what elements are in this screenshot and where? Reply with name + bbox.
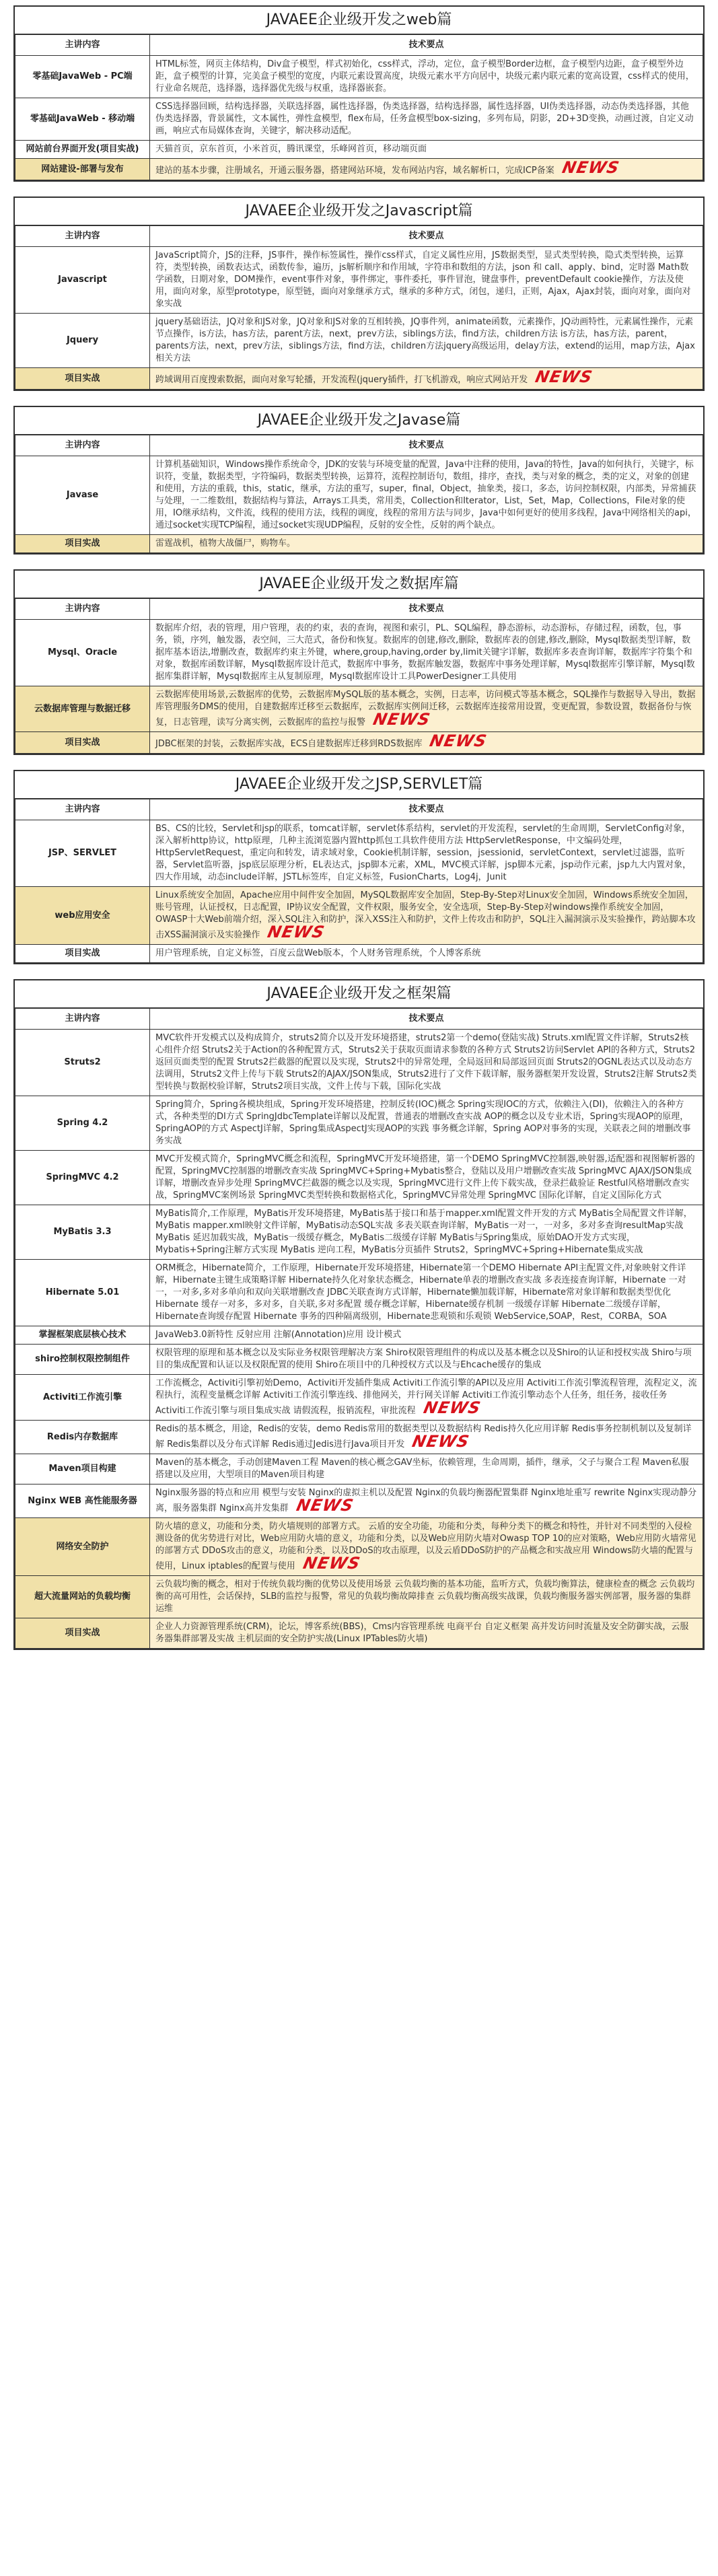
topic-cell: 掌握框架底层核心技术	[15, 1326, 150, 1345]
content-text: HTML标签，网页主体结构，Div盒子模型，样式初始化，css样式，浮动，定位，盒子模型Border边框，盒子模型内边距，盒子模型外边距，盒子模型的计算，完美盒子模型的宽度，内联元素设置高度，块级元素水平方向居中，块级元素内联元素的宽高设置，css样式的使用，行业命名规范，选择器，选择器优先级与权重，选择器嵌套。	[155, 59, 694, 94]
table-row	[15, 1454, 703, 1484]
content-cell	[150, 732, 703, 754]
header-cell: 技术要点	[150, 35, 703, 56]
table-row	[15, 368, 703, 390]
topic-cell: Activiti工作流引擎	[15, 1375, 150, 1421]
content-text: 权限管理的原理和基本概念以及实际业务权限管理解决方案 Shiro权限管理组件的构成以及基本概念以及Shiro的认证和授权实战 Shiro与项目的集成配置和认证以及权限配置的使用 Shiro在项目中的几种授权方式以及与Ehcache缓存的集成	[155, 1348, 692, 1370]
table-header-row	[15, 35, 703, 56]
content-cell	[150, 1618, 703, 1649]
header-cell: 主讲内容	[15, 226, 150, 247]
news-badge: NEWS	[560, 158, 621, 177]
topic-cell: web应用安全	[15, 887, 150, 945]
content-text: 跨域调用百度搜索数据，面向对象写轮播，开发流程(jquery插件，打飞机游戏，响应式网站开发	[155, 375, 528, 385]
news-badge: NEWS	[294, 1496, 355, 1515]
table-row	[15, 620, 703, 686]
topic-cell: SpringMVC 4.2	[15, 1151, 150, 1205]
content-text: Nginx服务器的特点和应用 模型与安装 Nginx的虚拟主机以及配置 Nginx的负载均衡器配置集群 Nginx地址重写 rewrite Nginx实现动静分离，服务器集群 Nginx高并发集群	[155, 1488, 697, 1513]
table-row	[15, 945, 703, 963]
header-cell: 主讲内容	[15, 35, 150, 56]
topic-cell: 零基础JavaWeb - 移动端	[15, 98, 150, 141]
table-row	[15, 1618, 703, 1649]
content-text: JDBC框架的封装，云数据库实战，ECS自建数据库迁移到RDS数据库	[155, 739, 423, 749]
content-cell	[150, 1375, 703, 1421]
content-text: 雷霆战机，植物大战僵尸，购物车。	[155, 538, 296, 548]
table-row	[15, 1484, 703, 1518]
table-header-row	[15, 226, 703, 247]
section-title: JAVAEE企业级开发之Javase篇	[15, 407, 703, 435]
news-badge: NEWS	[410, 1432, 472, 1451]
content-cell	[150, 620, 703, 686]
content-cell	[150, 887, 703, 945]
content-text: MVC开发模式简介，SpringMVC概念和流程，SpringMVC开发环境搭建，第一个DEMO SpringMVC控制器,映射器,适配器和视图解析器的配置，SpringMVC控制器的增删改查实战 SpringMVC+Spring+Mybatis整合，登陆以及用户增删改查实战 SpringMVC AJAX/JSON集成详解，增删改查异步处理 SpringMVC拦截器的概念以及实现，SpringMVC进行文件上传下载实战，登录拦截验证 Restful风格增删改查实战，SpringMVC案例场景 SpringMVC类型转换和数据格式化，SpringMVC异常处理 SpringMVC 国际化详解，自定义国际化方式	[155, 1154, 695, 1201]
content-text: Linux系统安全加固，Apache应用中间件安全加固，MySQL数据库安全加固，Step-By-Step对Linux安全加固，Windows系统安全加固，账号管理，认证授权，日志配置，IP协议安全配置，文件权限，服务安全，安全选项，Step-By-Step对windows操作系统安全加固，OWASP十大Web前端介绍，深入SQL注入和防护，深入XSS注入和防护，文件上传攻击和防护，SQL注入漏洞演示及实验操作，跨站脚本攻击XSS漏洞演示及实验操作	[155, 890, 696, 940]
content-cell	[150, 159, 703, 180]
news-badge: NEWS	[421, 1398, 482, 1417]
content-text: 数据库介绍，表的管理，用户管理，表的约束，表的查询，视图和索引，PL、SQL编程，静态游标，动态游标，存储过程，函数，包，事务，锁，序列，触发器，表空间，三大范式，备份和恢复。数据库的创建,修改,删除，数据库表的创建,修改,删除，Mysql数据类型详解，数据库基本语法,增删改查，数据库约束主外键，where,group,having,order by,limit关键字详解，数据库多表查询详解，数据库字符集个和对象，数据库函数详解，Mysql数据库设计范式，数据库中事务，数据库触发器，数据库中事务处理详解，Mysql数据库引擎详解，Mysql数据库集群详解，Mysql数据库主从复制原理，Mysql数据库设计工具PowerDesigner工具使用	[155, 623, 695, 682]
topic-cell: MyBatis 3.3	[15, 1205, 150, 1260]
table-row	[15, 732, 703, 754]
curriculum-table	[15, 598, 703, 754]
content-text: 工作流概念，Activiti引擎初始Demo，Activiti开发插件集成 Activiti工作流引擎的API以及应用 Activiti工作流引擎流程管理，流程定义，流程执行，流程变量概念详解 Activiti工作流引擎连线、排他网关，并行网关详解 Activiti工作流引擎动态个人任务，组任务，接收任务 Activiti工作流引擎与项目集成实战 请假流程，报销流程，审批流程	[155, 1378, 697, 1416]
header-cell: 主讲内容	[15, 799, 150, 820]
header-cell: 主讲内容	[15, 1009, 150, 1030]
news-badge: NEWS	[534, 367, 595, 386]
content-cell	[150, 1030, 703, 1096]
content-cell	[150, 1096, 703, 1151]
content-cell	[150, 1518, 703, 1576]
header-cell: 主讲内容	[15, 599, 150, 620]
table-row	[15, 456, 703, 535]
course-section	[13, 406, 705, 554]
topic-cell: Spring 4.2	[15, 1096, 150, 1151]
content-cell	[150, 1454, 703, 1484]
table-row	[15, 1260, 703, 1326]
content-text: BS、CS的比较，Servlet和jsp的联系，tomcat详解，servlet体系结构，servlet的开发流程，servlet的生命周期，ServletConfig对象，深入解析http协议，http原理，几种主流浏览器内置http抓包工具软件使用方法 HttpServletResponse，中文编码处理，HttpServletRequest，重定向和转发，请求域对象，Cookie机制详解，session，jsessionid，servletContext，servlet过滤器，监听器，Servlet监听器，jsp底层原理分析，EL表达式，jsp脚本元素，XML，MVC模式详解，jsp脚本元素，jsp动作元素，jsp九大内置对象，四大作用域，动态include详解，JSTL标签库，自定义标签，FusionCharts，Log4j，Junit	[155, 824, 692, 882]
header-cell: 技术要点	[150, 226, 703, 247]
content-cell	[150, 1484, 703, 1518]
content-cell	[150, 945, 703, 963]
course-section	[13, 196, 705, 391]
topic-cell: 项目实战	[15, 368, 150, 390]
content-cell	[150, 368, 703, 390]
table-row	[15, 887, 703, 945]
content-cell	[150, 1421, 703, 1454]
content-text: 计算机基础知识，Windows操作系统命令，JDK的安装与环境变量的配置，Java中注释的使用，Java的特性，Java的如何执行，关键字，标识符，变量，数据类型，字符编码，数据类型转换，运算符，流程控制语句，数组，排序，查找，类与对象的概念，类的定义，对象的创建和使用，方法的重载，this，static，继承，方法的重写，super，final，Object，抽象类，接口，多态，访问控制权限，内部类，异常捕获与处理，一二维数组，数据结构与算法，Arrays工具类，常用类，Collection和Iterator，List，Set，Map，Collections，File对象的使用，IO继承结构，文件流，线程的使用方法，线程的调度，线程的常用方法与同步，Java中如何更好的使用多线程，Java中网络相关的api，通过socket实现TCP编程，通过socket实现UDP编程，反射的安全性，反射的两个缺点。	[155, 460, 696, 530]
table-row	[15, 141, 703, 159]
content-text: 建站的基本步骤，注册域名，开通云服务器，搭建网站环境，发布网站内容，域名解析口，完成ICP备案	[155, 166, 554, 176]
table-row	[15, 1375, 703, 1421]
table-row	[15, 535, 703, 553]
content-cell	[150, 686, 703, 732]
table-row	[15, 98, 703, 141]
topic-cell: Nginx WEB 高性能服务器	[15, 1484, 150, 1518]
table-row	[15, 56, 703, 98]
table-row	[15, 1151, 703, 1205]
table-row	[15, 686, 703, 732]
table-row	[15, 1576, 703, 1618]
content-cell	[150, 1576, 703, 1618]
content-text: Maven的基本概念，手动创建Maven工程 Maven的核心概念GAV坐标，依赖管理，生命周期，插件，继承，父子与聚合工程 Maven私服搭建以及应用，大型项目的Maven项目构建	[155, 1458, 689, 1480]
header-cell: 技术要点	[150, 599, 703, 620]
content-text: 天猫首页，京东首页，小米首页，腾讯课堂，乐峰网首页，移动端页面	[155, 144, 427, 154]
table-header-row	[15, 599, 703, 620]
table-header-row	[15, 435, 703, 456]
section-title: JAVAEE企业级开发之Javascript篇	[15, 198, 703, 225]
content-cell	[150, 535, 703, 553]
table-row	[15, 1030, 703, 1096]
topic-cell: Jquery	[15, 314, 150, 368]
content-cell	[150, 1151, 703, 1205]
content-cell	[150, 141, 703, 159]
topic-cell: Javase	[15, 456, 150, 535]
course-section	[13, 569, 705, 755]
content-cell	[150, 1260, 703, 1326]
table-row	[15, 314, 703, 368]
topic-cell: 零基础JavaWeb - PC端	[15, 56, 150, 98]
content-text: JavaWeb3.0新特性 反射应用 注解(Annotation)应用 设计模式	[155, 1330, 402, 1340]
table-row	[15, 159, 703, 180]
table-row	[15, 1205, 703, 1260]
content-text: CSS选择器回顾，结构选择器，关联选择器，属性选择器，伪类选择器，结构选择器，属性选择器，UI伪类选择器，动态伪类选择器，其他伪类选择器，背景属性，文本属性，弹性盒模型，flex布局，任务盒模型box-sizing，多列布局，阴影，2D+3D变换，动画过渡，自定义动画，响应式布局媒体查询，关键字，解决移动适配。	[155, 102, 694, 136]
curriculum-table	[15, 435, 703, 553]
content-cell	[150, 1345, 703, 1375]
curriculum-table	[15, 1008, 703, 1649]
course-section	[13, 5, 705, 182]
news-badge: NEWS	[266, 923, 327, 941]
topic-cell: Mysql、Oracle	[15, 620, 150, 686]
content-text: 防火墙的意义，功能和分类，防火墙规则的部署方式。 云盾的安全功能，功能和分类，每种分类下的概念和特性，并针对不同类型的入侵检测设备的优劣势进行对比，Web应用防火墙的意义，功能和分类，以及Web应用防火墙对Owasp TOP 10的应对策略，Web应用防火墙常见的部署方式 DDoS攻击的意义，功能和分类，以及DDoS的攻击原理，以及云盾DDoS防护的产品概念和实战应用 Windows防火墙的配置与使用，Linux iptables的配置与使用	[155, 1522, 696, 1571]
content-text: Spring简介，Spring各模块组成，Spring开发环境搭建，控制反转(IOC)概念 Spring实现IOC的方式，依赖注入(DI)，依赖注入的各种方式，各种类型的DI方式 SpringJdbcTemplate详解以及配置，普通表的增删改查实战 AOP的概念以及专业术语，Spring实现AOP的原理，SpringAOP的方式 AspectJ详解，Spring集成AspectJ实现AOP的实践 事务概念详解，Spring AOP对事务的实现，关联表之间的增删改事务实战	[155, 1100, 691, 1146]
topic-cell: Javascript	[15, 247, 150, 314]
table-row	[15, 247, 703, 314]
content-cell	[150, 1205, 703, 1260]
header-cell: 技术要点	[150, 435, 703, 456]
topic-cell: 项目实战	[15, 732, 150, 754]
topic-cell: 网络安全防护	[15, 1518, 150, 1576]
curriculum-table	[15, 225, 703, 390]
curriculum-table	[15, 799, 703, 963]
header-cell: 技术要点	[150, 799, 703, 820]
content-cell	[150, 98, 703, 141]
course-section	[13, 770, 705, 964]
content-text: JavaScript简介，JS的注释，JS事件，操作标签属性，操作css样式，自定义属性应用，JS数据类型，显式类型转换，隐式类型转换，运算符，类型转换，函数表达式，函数传参，遍历，js解析顺序和作用域，字符串和数组的方法，json 和 call、apply、bind，定时器 Math数学函数，日期对象，DOM操作，event事件对象，事件绑定，事件委托，事件冒泡，键盘事件，preventDefault cookie操作，方法及使用，面向对象，原型prototype，原型链，面向对象继承方式，继承的多种方式，闭包，递归，正则，Ajax，Ajax封装，面向对象，面向对象实战	[155, 250, 691, 309]
topic-cell: 网站前台界面开发(项目实战)	[15, 141, 150, 159]
content-cell	[150, 820, 703, 887]
topic-cell: Maven项目构建	[15, 1454, 150, 1484]
content-cell	[150, 314, 703, 368]
table-row	[15, 1096, 703, 1151]
topic-cell: 项目实战	[15, 1618, 150, 1649]
section-title: JAVAEE企业级开发之web篇	[15, 7, 703, 34]
topic-cell: Hibernate 5.01	[15, 1260, 150, 1326]
section-title: JAVAEE企业级开发之JSP,SERVLET篇	[15, 771, 703, 799]
topic-cell: 网站建设-部署与发布	[15, 159, 150, 180]
topic-cell: shiro控制权限控制组件	[15, 1345, 150, 1375]
section-title: JAVAEE企业级开发之框架篇	[15, 980, 703, 1008]
header-cell: 主讲内容	[15, 435, 150, 456]
content-text: 云负载均衡的概念，相对于传统负载均衡的优势以及使用场景 云负载均衡的基本功能，监听方式，负载均衡算法，健康检查的概念 云负载均衡的高可用性，会话保持，SLB的监控与报警，常见的负载均衡故障排查 云负载均衡高级实战课，负载均衡服务器实例部署，服务器的集群运维	[155, 1579, 695, 1614]
table-row	[15, 1326, 703, 1345]
topic-cell: Redis内存数据库	[15, 1421, 150, 1454]
topic-cell: JSP、SERVLET	[15, 820, 150, 887]
content-text: MyBatis简介,工作原理，MyBatis开发环境搭建，MyBatis基于接口和基于mapper.xml配置文件开发的方式 MyBatis全局配置文件详解，MyBatis mapper.xml映射文件详解，MyBatis动态SQL实战 多表关联查询详解，MyBatis一对一，一对多，多对多查询resultMap实战 MyBatis 延迟加载实战，MyBatis一级缓存概念，MyBatis二级缓存详解 MyBatis与Spring集成，原始DAO开发方式实现，Mybatis+Spring注解方式实现 MyBatis 逆向工程，MyBatis分页插件 Struts2，SpringMVC+Spring+Hibernate集成实战	[155, 1209, 692, 1255]
content-cell	[150, 456, 703, 535]
table-header-row	[15, 799, 703, 820]
header-cell: 技术要点	[150, 1009, 703, 1030]
course-section	[13, 979, 705, 1650]
table-row	[15, 1518, 703, 1576]
table-row	[15, 820, 703, 887]
content-cell	[150, 56, 703, 98]
table-row	[15, 1421, 703, 1454]
topic-cell: 项目实战	[15, 535, 150, 553]
news-badge: NEWS	[301, 1554, 362, 1573]
table-header-row	[15, 1009, 703, 1030]
content-text: 云数据库使用场景,云数据库的优势，云数据库MySQL版的基本概念，实例，日志率，访问模式等基本概念，SQL操作与数据导入导出，数据库管理服务DMS的使用，自建数据库迁移至云数据库，云数据库实例间迁移，云数据库连接常用设置，变更配置，参数设置，数据备份与恢复，日志管理，读写分离实例，云数据库的监控与报警	[155, 690, 696, 727]
section-title: JAVAEE企业级开发之数据库篇	[15, 571, 703, 598]
content-cell	[150, 247, 703, 314]
news-badge: NEWS	[428, 731, 489, 750]
content-text: Redis的基本概念，用途，Redis的安装，demo Redis常用的数据类型以及数据结构 Redis持久化应用详解 Redis事务控制机制以及复制详解 Redis集群以及分布式详解 Redis通过Jedis进行Java项目开发	[155, 1424, 692, 1450]
content-text: 用户管理系统，自定义标签，百度云盘Web版本，个人财务管理系统，个人博客系统	[155, 948, 481, 958]
content-text: 企业人力资源管理系统(CRM)，论坛，博客系统(BBS)，Cms内容管理系统 电商平台 自定义框架 高并发访问时流量及安全防御实战，云服务器集群部署及实战 主机层面的安全防护实战(Linux IPTables防火墙)	[155, 1622, 689, 1644]
news-badge: NEWS	[371, 710, 433, 729]
content-cell	[150, 1326, 703, 1345]
table-row	[15, 1345, 703, 1375]
topic-cell: Struts2	[15, 1030, 150, 1096]
topic-cell: 项目实战	[15, 945, 150, 963]
content-text: jquery基础语法，JQ对象和JS对象，JQ对象和JS对象的互相转换，JQ事件列，animate函数，元素操作，JQ动画特性，元素属性操作，元素节点操作，is方法，has方法，parent方法，next，prev方法，siblings方法，find方法，children方法 is方法，has方法，parent，parents方法，next，prev方法，siblings方法，find方法，children方法jquery高级运用，delay方法，extend的运用，map方法，Ajax相关方法	[155, 317, 695, 363]
content-text: MVC软件开发模式以及构成简介，struts2简介以及开发环境搭建，struts2第一个demo(登陆实战) Struts.xml配置文件详解，Struts2核心组件介绍 Struts2关于Action的各种配置方式，Struts2关于获取页面请求参数的各种方式 Struts2访问Servlet API的各种方式，Struts2返回页面类型的配置 Struts2拦截器的配置以及实现，Struts2中的异常处理，全局返回和局部返回页面 Struts2的OGNL表达式以及动态方法调用，Struts2文件上传与下载 Struts2的AJAX/JSON集成，Struts2进行了文件下载详解，服务器框架开发设置，Struts2注解 Struts2类型转换与数据校验详解，Struts2项目实战，文件上传与下载，国际化实战	[155, 1033, 697, 1092]
content-text: ORM概念，Hibernate简介，工作原理，Hibernate开发环境搭建，Hibernate第一个DEMO Hibernate API主配置文件,对象映射文件详解，Hibernate主键生成策略详解 Hibernate持久化对象状态概念，Hibernate单表的增删改查实战 多表连接查询详解，Hibernate 一对一，一对多,多对多单向和双向关联增删改查 JDBC关联查询方式详解，Hibernate懒加载详解，Hibernate常对象详解和数据类型优化 Hibernate 缓存一对多，多对多，自关联,多对多配置 缓存概念详解，Hibernate缓存机制 一级缓存详解 Hibernate二级缓存详解，Hibernate查询缓存配置 Hibernate 事务的四种隔离级别，Hibernate悲观锁和乐观锁 WebService,SOAP，Rest，CORBA，SOA	[155, 1263, 686, 1322]
curriculum-table	[15, 34, 703, 180]
topic-cell: 超大流量网站的负载均衡	[15, 1576, 150, 1618]
topic-cell: 云数据库管理与数据迁移	[15, 686, 150, 732]
